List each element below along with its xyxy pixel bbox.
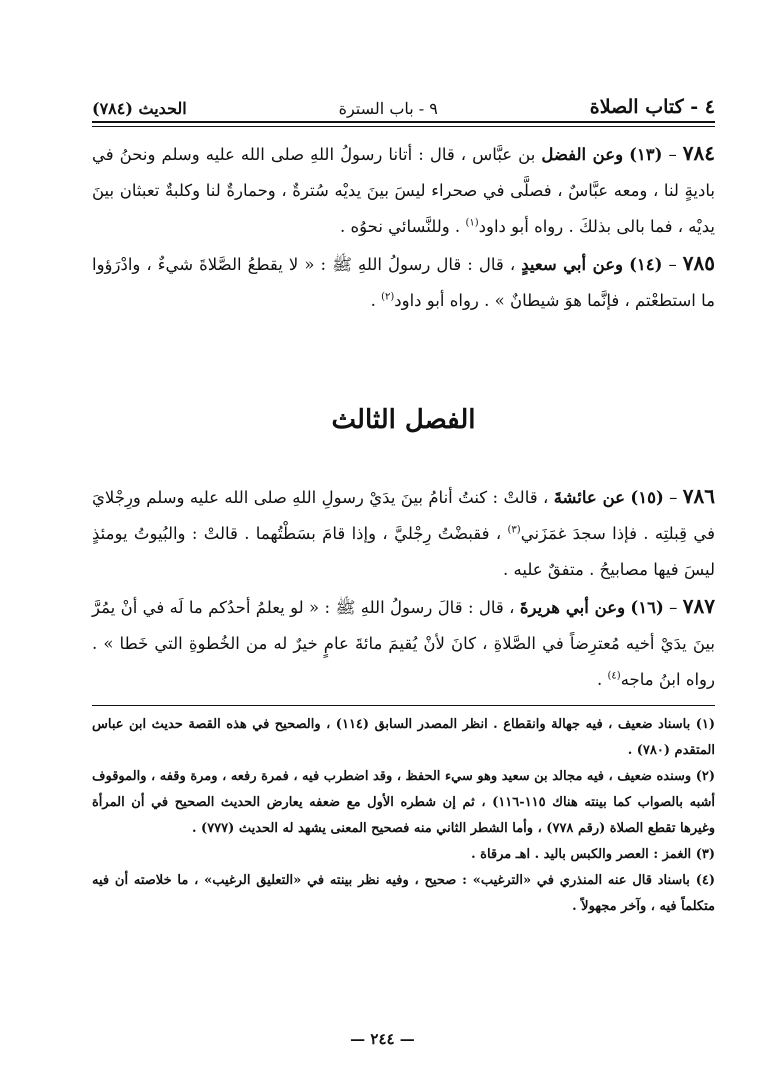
hadith-number: ٧٨٧ (682, 594, 716, 618)
footnote-ref: (٢) (381, 291, 395, 303)
hadith-number: ٧٨٤ (682, 141, 716, 165)
hadith-block-2 (92, 478, 715, 698)
hadith-text: ، قال : قال رسولُ اللهِ ﷺ : « لا يقطعُ الصَّلاةَ شيءٌ ، وادْرَؤوا ما استطعْتم ، فإنَّما هوَ شيطانٌ » . رواه أبو داود (92, 255, 715, 310)
hadith-784: ٧٨٤ – (١٣) وعن الفضل بن عبَّاس ، قال : أتانا رسولُ اللهِ صلى الله عليه وسلم ونحنُ في باديةٍ لنا ، ومعه عبَّاسٌ ، فصلَّى في صحراء ليسَ بينَ يديْه سُترةٌ ، وحمارةٌ لنا وكلبةٌ تعبثان بينَ يديْه ، فما بالى بذلكَ . رواه أبو داود$^{(١)}$ . وللنَّسائي نحوُه . (92, 141, 716, 236)
hadith-text-end: . (597, 670, 608, 689)
footnote-ref: (٤) (607, 670, 621, 682)
hadith-text-end: . وللنَّسائي نحوُه . (340, 217, 466, 236)
section-title: الفصل الثالث (331, 405, 476, 435)
hadith-sub-number: (١٦) (630, 598, 664, 617)
footnote-4: (٤) باسناد قال عنه المنذري في «الترغيب» : صحيح ، وفيه نظر بينته في «التعليق الرغيب» ، ما خلاصته أن فيه متكلماً فيه ، وآخر مجهولاً . (92, 873, 715, 914)
header-hadith-ref: الحديث (٧٨٤) (92, 99, 187, 118)
footnotes (92, 712, 715, 920)
footnote-ref: (٣) (507, 524, 521, 536)
hadith-787: ٧٨٧ – (١٦) وعن أبي هريرةَ ، قال : قالَ رسولُ اللهِ ﷺ : « لو يعلمُ أحدُكم ما لَه في أنْ يمُرَّ بينَ يدَيْ أخيه مُعترِضاً في الصَّلاةِ ، كانَ لأنْ يُقيمَ مائةَ عامٍ خيرٌ له من الخُطوةِ التي خَطا » . رواه ابنُ ماجه$^{(٤)}$ . (92, 594, 716, 689)
header-divider (92, 121, 715, 127)
hadith-text-end: ، فقبضْتُ رِجْليَّ ، وإذا قامَ بسَطْتُهما . قالتْ : والبُيوتُ يومئذٍ ليسَ فيها مصابيحُ . متفقٌ عليه . (92, 524, 715, 579)
hadith-text: ، قالتْ : كنتُ أنامُ بينَ يدَيْ رسولِ اللهِ صلى الله عليه وسلم ورِجْلايَ في قِبلتِه . فإذا سجدَ غمَزَني (92, 488, 715, 543)
hadith-number: ٧٨٦ (682, 484, 716, 508)
hadith-block-1 (92, 135, 715, 319)
hadith-narrator: عن عائشةَ (553, 488, 626, 507)
footnote-2: (٢) وسنده ضعيف ، فيه مجالد بن سعيد وهو سيء الحفظ ، وقد اضطرب فيه ، فمرة رفعه ، ومرة وقفه ، والموقوف أشبه بالصواب كما بينته هناك ١١٥-١١٦) ، ثم إن شطره الأول مع ضعفه يعارض الحديث الصحيح في أن المرأة وغيرها تقطع الصلاة (رقم ٧٧٨) ، وأما الشطر الثاني منه فصحيح المعنى يشهد له الحديث (٧٧٧) . (92, 769, 715, 836)
hadith-text-end: . (370, 291, 382, 310)
running-header (92, 84, 715, 118)
hadith-number: ٧٨٥ (682, 251, 716, 275)
footnote-ref: (١) (465, 217, 479, 229)
footnote-divider (92, 705, 715, 706)
hadith-sub-number: (١٣) (629, 145, 663, 164)
hadith-narrator: وعن أبي هريرةَ (519, 598, 626, 617)
hadith-785: ٧٨٥ – (١٤) وعن أبي سعيدٍ ، قال : قال رسولُ اللهِ ﷺ : « لا يقطعُ الصَّلاةَ شيءٌ ، وادْرَؤوا ما استطعْتم ، فإنَّما هوَ شيطانٌ » . رواه أبو داود$^{(٢)}$ . (92, 251, 716, 310)
hadith-sub-number: (١٤) (629, 255, 663, 274)
header-book-title: ٤ - كتاب الصلاة (589, 96, 715, 118)
hadith-narrator: وعن أبي سعيدٍ (521, 255, 624, 274)
footnote-3: (٣) الغمز : العصر والكبس باليد . اهـ مرقاة . (471, 847, 715, 862)
hadith-narrator: وعن الفضل (541, 145, 624, 164)
page-number: — ٢٤٤ — (350, 1030, 415, 1048)
hadith-786: ٧٨٦ – (١٥) عن عائشةَ ، قالتْ : كنتُ أنامُ بينَ يدَيْ رسولِ اللهِ صلى الله عليه وسلم ورِجْلايَ في قِبلتِه . فإذا سجدَ غمَزَني$^{(٣)}$ ، فقبضْتُ رِجْليَّ ، وإذا قامَ بسَطْتُهما . قالتْ : والبُيوتُ يومئذٍ ليسَ فيها مصابيحُ . متفقٌ عليه . (92, 484, 716, 579)
header-chapter-title: ٩ - باب السترة (338, 99, 438, 118)
hadith-text: بن عبَّاس ، قال : أتانا رسولُ اللهِ صلى الله عليه وسلم ونحنُ في باديةٍ لنا ، ومعه عبَّاسٌ ، فصلَّى في صحراء ليسَ بينَ يديْه سُترةٌ ، وحمارةٌ لنا وكلبةٌ تعبثان بينَ يديْه ، فما بالى بذلكَ . رواه أبو داود (92, 145, 715, 236)
hadith-text: ، قال : قالَ رسولُ اللهِ ﷺ : « لو يعلمُ أحدُكم ما لَه في أنْ يمُرَّ بينَ يدَيْ أخيه مُعترِضاً في الصَّلاةِ ، كانَ لأنْ يُقيمَ مائةَ عامٍ خيرٌ له من الخُطوةِ التي خَطا » . رواه ابنُ ماجه (92, 598, 715, 689)
hadith-sub-number: (١٥) (630, 488, 664, 507)
footnote-1: (١) باسناد ضعيف ، فيه جهالة وانقطاع . انظر المصدر السابق (١١٤) ، والصحيح في هذه القصة حديث ابن عباس المتقدم (٧٨٠) . (92, 717, 715, 758)
